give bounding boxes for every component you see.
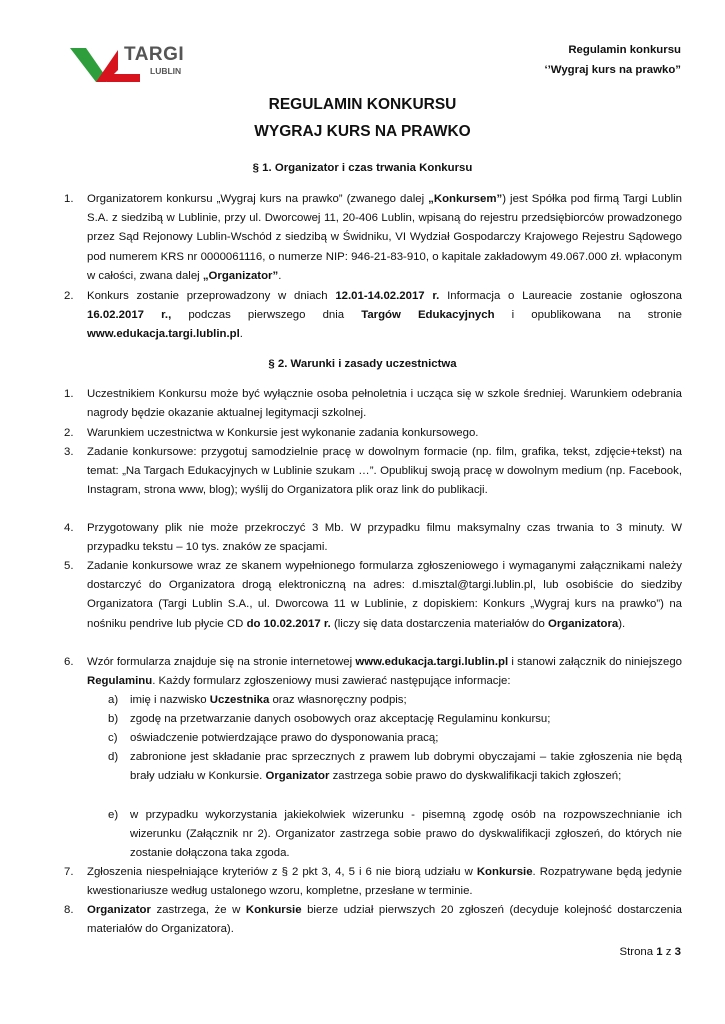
item-text: Uczestnikiem Konkursu może być wyłącznie osoba pełnoletnia i ucząca się w szkole średniej. Warunkiem odebrania nagrody będzie okazanie aktualnej legitymacji szkolnej. [87, 388, 682, 420]
list-item [64, 557, 682, 634]
page-number: Strona 1 z 3 [619, 946, 681, 958]
item-number: 6. [64, 656, 74, 668]
sub-list-item [108, 710, 682, 729]
item-number: 7. [64, 866, 74, 878]
title-line-1: REGULAMIN KONKURSU [268, 96, 457, 113]
item-number: 1. [64, 388, 74, 400]
sub-item-letter: c) [108, 732, 118, 744]
item-text: Zadanie konkursowe: przygotuj samodzielnie pracę w dowolnym formacie (np. film, grafika, tekst, zdjęcie+tekst) na temat: „Na Targach Edukacyjnych w Lublinie szukam …”. Opublikuj swoją pracę w dowolnym medium (np. Facebook, Instagram, strona www, blog); wyślij do Organizatora plik oraz link do publikacji. [87, 446, 682, 497]
sub-list-item [108, 729, 682, 748]
logo-subtext: LUBLIN [150, 66, 182, 76]
section-2-heading: § 2. Warunki i zasady uczestnictwa [268, 358, 457, 370]
sub-item-text: w przypadku wykorzystania jakiekolwiek wizerunku - pisemną zgodę osób na rozpowszechnianie ich wizerunku (Załącznik nr 2). Organizator zastrzega sobie prawo do dyskwalifikacji zgłoszeń, do których nie zostanie dołączona taka zgoda. [130, 809, 682, 860]
item-text: Organizatorem konkursu „Wygraj kurs na prawko” (zwanego dalej „Konkursem”) jest Spółka pod firmą Targi Lublin S.A. z siedzibą w Lublinie, przy ul. Dworcowej 11, 20-406 Lublin, wpisaną do rejestru przedsiębiorców prowadzonego przez Sąd Rejonowy Lublin-Wschód z siedzibą w Świdniku, VI Wydział Gospodarczy Krajowego Rejestru Sądowego pod numerem KRS nr 0000061116, o numerze NIP: 946-21-83-910, o kapitale zakładowym 49.067.000 zł. wpłaconym w całości, zwana dalej „Organizator”. [87, 193, 682, 282]
list-item [64, 385, 682, 423]
title-line-2: WYGRAJ KURS NA PRAWKO [254, 123, 471, 140]
sub-item-text: oświadczenie potwierdzające prawo do dysponowania pracą; [130, 732, 439, 744]
header-line-2: ‘’Wygraj kurs na prawko” [544, 64, 681, 76]
item-text: Wzór formularza znajduje się na stronie internetowej www.edukacja.targi.lublin.pl i stanowi załącznik do niniejszego Regulaminu. Każdy formularz zgłoszeniowy musi zawierać następujące informacje: [87, 656, 682, 688]
item-text: Przygotowany plik nie może przekroczyć 3 Mb. W przypadku filmu maksymalny czas trwania to 3 minuty. W przypadku tekstu – 10 tys. znaków ze spacjami. [87, 522, 682, 554]
header-line-1: Regulamin konkursu [568, 44, 681, 56]
item-number: 3. [64, 446, 74, 458]
list-item [64, 424, 682, 443]
targi-lublin-logo [70, 44, 200, 84]
list-item [64, 443, 682, 501]
sub-item-letter: e) [108, 809, 119, 821]
list-item [64, 190, 682, 286]
sub-item-letter: d) [108, 751, 119, 763]
sub-item-letter: a) [108, 694, 119, 706]
section-1-heading: § 1. Organizator i czas trwania Konkursu [252, 162, 473, 174]
item-text: Organizator zastrzega, że w Konkursie bierze udział pierwszych 20 zgłoszeń (decyduje kolejność dostarczenia materiałów do Organizatora). [87, 904, 682, 936]
sub-item-letter: b) [108, 713, 119, 725]
list-item [64, 519, 682, 557]
item-text: Zgłoszenia niespełniające kryteriów z § 2 pkt 3, 4, 5 i 6 nie biorą udziału w Konkursie. Rozpatrywane będą jedynie kwestionariusze według ustalonego wzoru, kompletne, przesłane w terminie. [87, 866, 683, 898]
list-item [64, 287, 682, 345]
sub-item-text: zgodę na przetwarzanie danych osobowych oraz akceptację Regulaminu konkursu; [130, 713, 551, 725]
list-item [64, 901, 682, 939]
sub-item-text: zabronione jest składanie prac sprzecznych z prawem lub dobrymi obyczajami – takie zgłoszenia nie będą brały udziału w Konkursie. Organizator zastrzega sobie prawo do dyskwalifikacji takich zgłoszeń; [130, 751, 682, 783]
item-number: 8. [64, 904, 74, 916]
logo-text: TARGI [124, 44, 185, 65]
item-number: 2. [64, 290, 74, 302]
item-text: Warunkiem uczestnictwa w Konkursie jest wykonanie zadania konkursowego. [87, 427, 479, 439]
item-number: 4. [64, 522, 74, 534]
sub-list-item [108, 748, 682, 786]
list-item [64, 863, 682, 901]
sub-item-text: imię i nazwisko Uczestnika oraz własnoręczny podpis; [130, 694, 407, 706]
item-text: Konkurs zostanie przeprowadzony w dniach 12.01-14.02.2017 r. Informacja o Laureacie zostanie ogłoszona 16.02.2017 r., podczas pierwszego dnia Targów Edukacyjnych i opublikowana na stronie www.edukacja.targi.lublin.pl. [87, 290, 682, 341]
sub-list-item [108, 806, 682, 864]
document-header [544, 40, 681, 80]
item-number: 5. [64, 560, 74, 572]
list-item [64, 653, 682, 691]
item-number: 2. [64, 427, 74, 439]
item-text: Zadanie konkursowe wraz ze skanem wypełnionego formularza zgłoszeniowego i wymaganymi załącznikami należy dostarczyć do Organizatora drogą elektroniczną na adres: d.misztal@targi.lublin.pl, lub osobiście do siedziby Organizatora (Targi Lublin S.A., ul. Dworcowa 11 w Lublinie, z dopiskiem: Konkurs „Wygraj kurs na prawko”) na nośniku pendrive lub płycie CD do 10.02.2017 r. (liczy się data dostarczenia materiałów do Organizatora). [87, 560, 682, 630]
item-number: 1. [64, 193, 74, 205]
sub-list-item [108, 691, 682, 710]
